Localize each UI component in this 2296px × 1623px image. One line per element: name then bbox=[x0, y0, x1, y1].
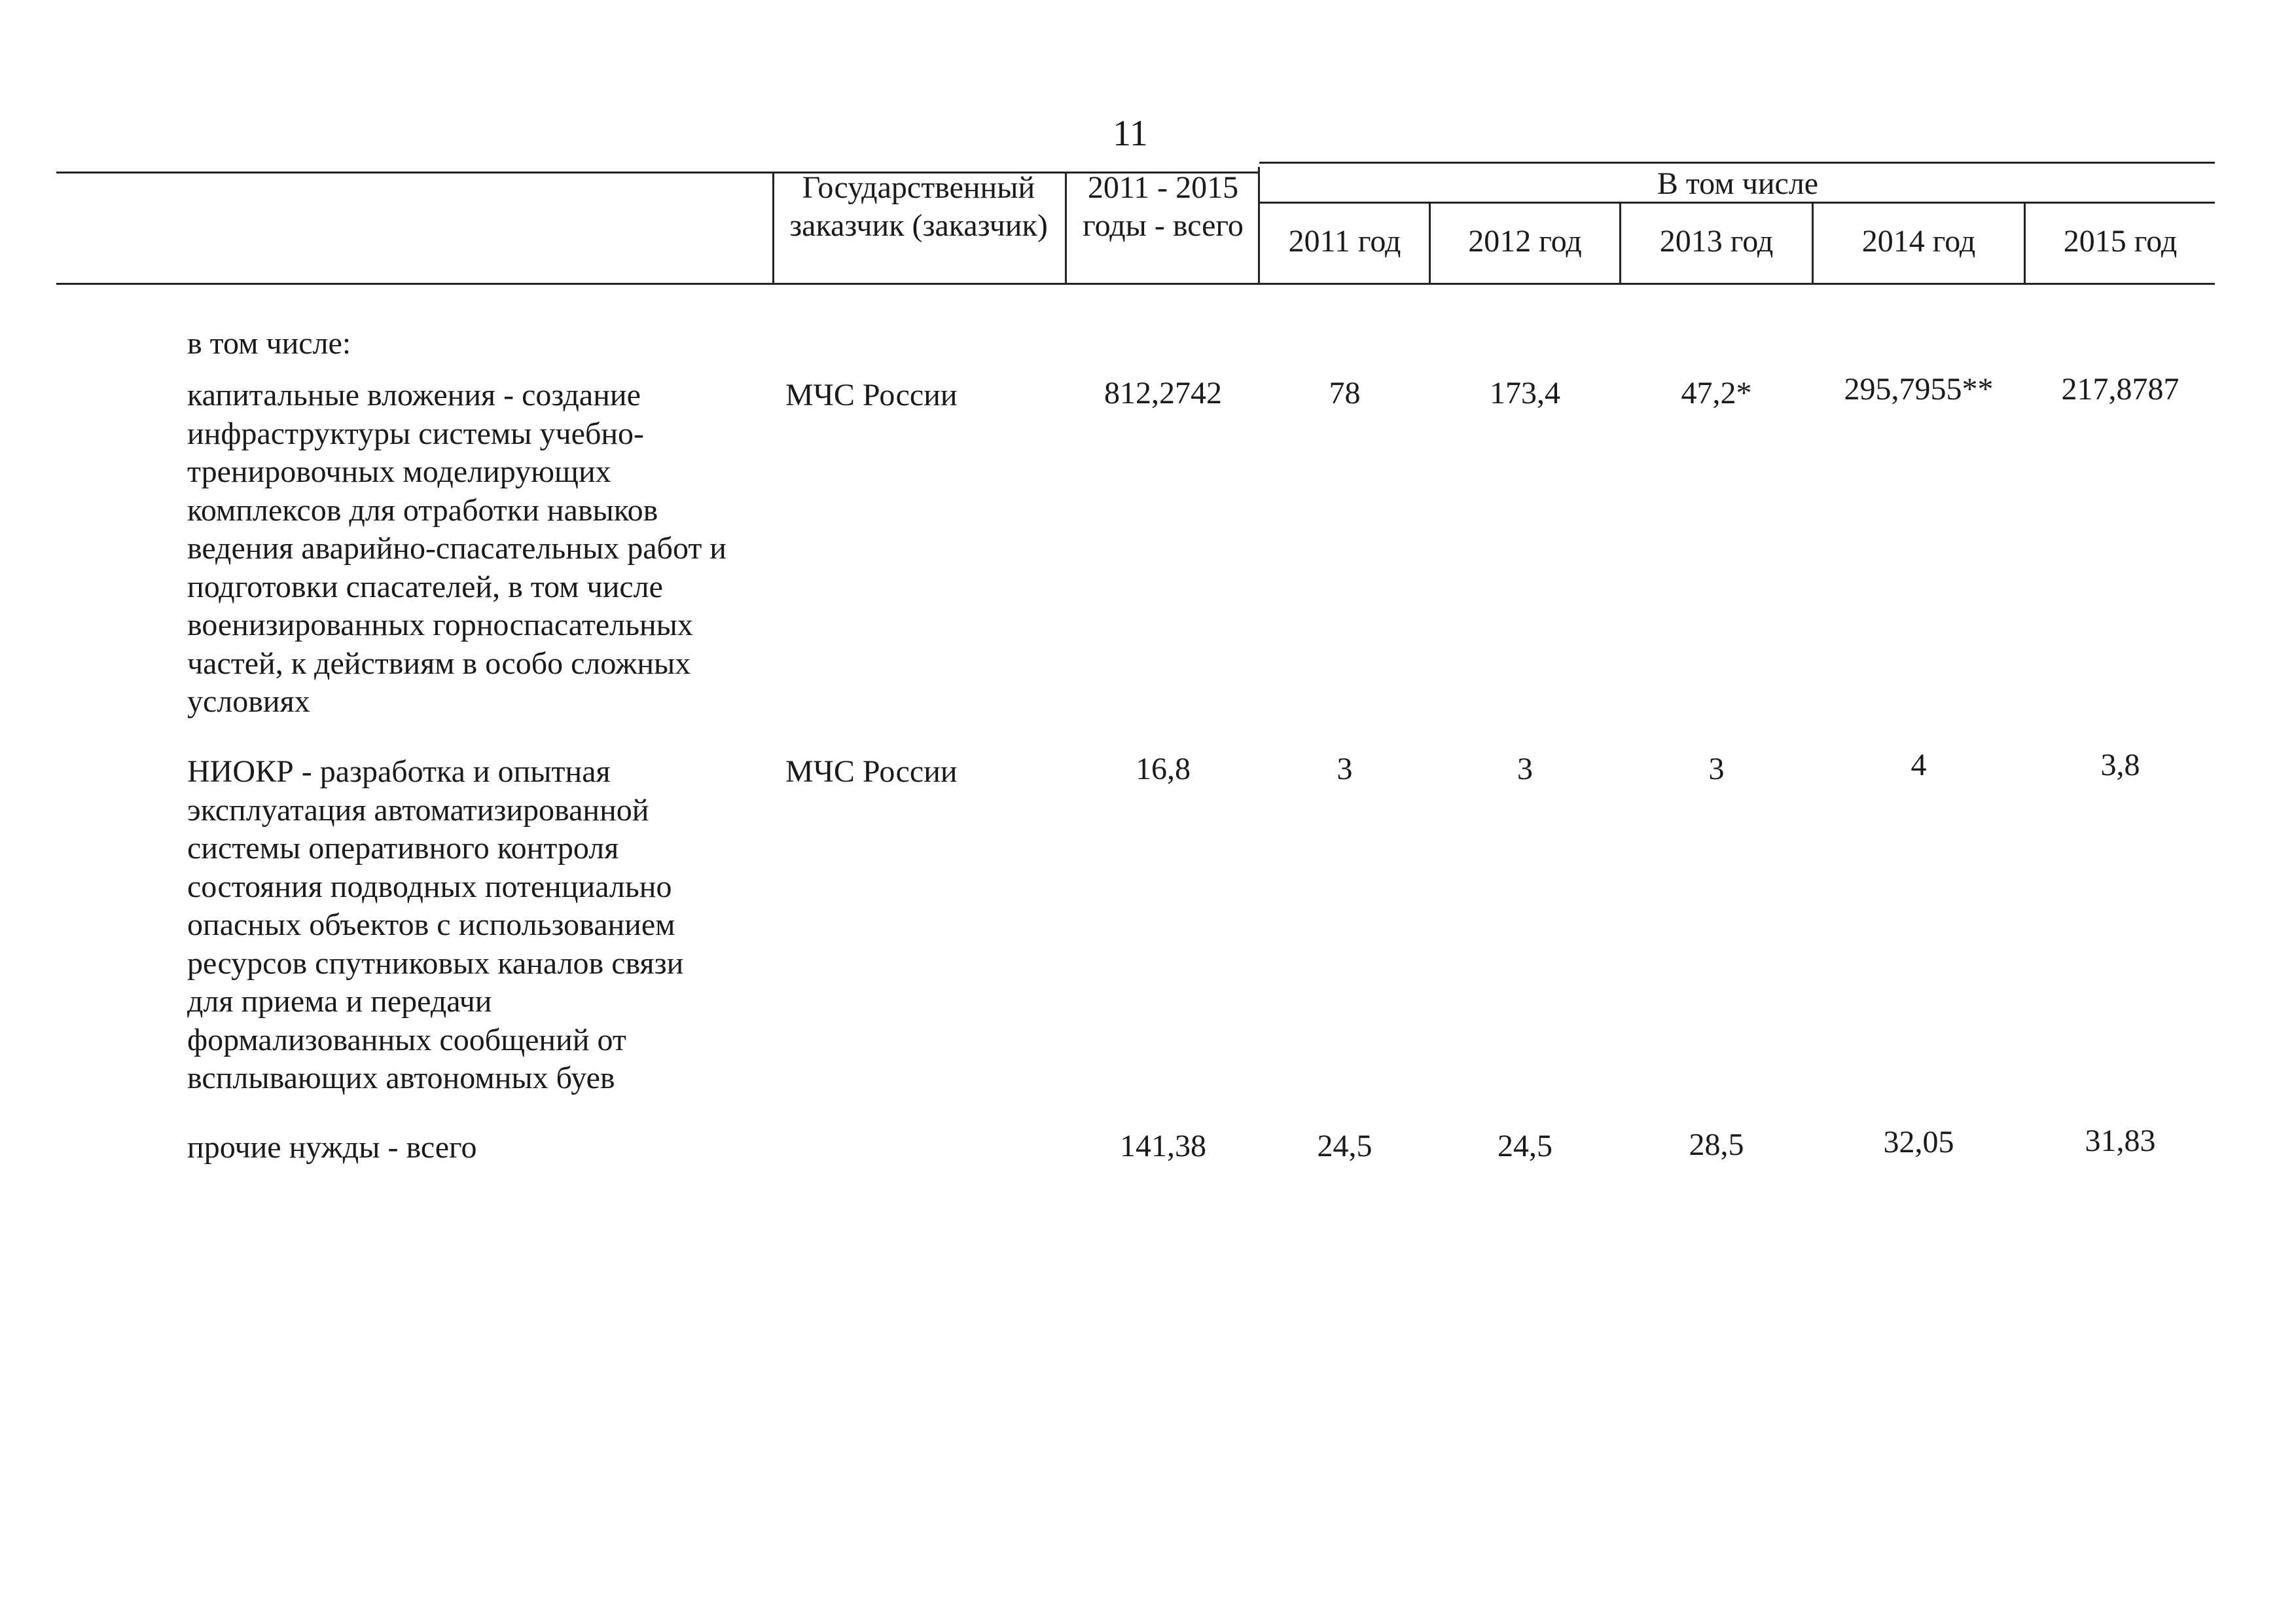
row-description: НИОКР - разработка и опытная эксплуатация автоматизированной системы оперативного контроля состояния подводных потенциально опасных объектов с использованием ресурсов спутниковых каналов связи для приема и передачи формализованных сообщений от всплывающих автономных буев bbox=[187, 754, 684, 1095]
header-year-2011: 2011 год bbox=[1288, 224, 1401, 259]
row-value-2011: 3 bbox=[1336, 752, 1353, 786]
row-description: прочие нужды - всего bbox=[187, 1130, 477, 1165]
header-divider-total bbox=[1065, 172, 1067, 283]
row-value-2014: 4 bbox=[1910, 748, 1927, 782]
row-value-2012: 173,4 bbox=[1490, 376, 1560, 410]
header-including: В том числе bbox=[1657, 166, 1819, 201]
row-description: капитальные вложения - создание инфраструктуры системы учебно- тренировочных моделирующих комплексов для отработки навыков ведения аварийно-спасательных работ и подготовки спасателей, в том числе военизированных горноспасательных частей, к действиям в особо сложных условиях bbox=[187, 378, 726, 719]
row-value-2012: 24,5 bbox=[1498, 1129, 1552, 1163]
row-value-2013: 3 bbox=[1708, 752, 1725, 786]
header-bottom-rule bbox=[56, 283, 2215, 285]
header-divider-customer bbox=[772, 172, 774, 283]
row-total: 16,8 bbox=[1136, 752, 1191, 786]
row-customer: МЧС России bbox=[785, 754, 958, 789]
row-value-2015: 217,8787 bbox=[2061, 372, 2179, 407]
header-year-2012: 2012 год bbox=[1468, 224, 1582, 259]
row-total: 812,2742 bbox=[1104, 376, 1222, 410]
row-value-2015: 3,8 bbox=[2100, 748, 2140, 782]
row-value-2013: 28,5 bbox=[1689, 1127, 1744, 1162]
row-total: 141,38 bbox=[1120, 1129, 1206, 1163]
row-value-2011: 78 bbox=[1329, 376, 1361, 410]
header-year-2014: 2014 год bbox=[1861, 224, 1976, 259]
header-customer: Государственный заказчик (заказчик) bbox=[789, 170, 1048, 243]
row-value-2014: 295,7955** bbox=[1844, 372, 1994, 407]
row-value-2013: 47,2* bbox=[1681, 376, 1752, 410]
header-year-2015: 2015 год bbox=[2063, 224, 2178, 259]
header-divider-including bbox=[1258, 167, 1260, 283]
row-value-2014: 32,05 bbox=[1883, 1125, 1954, 1159]
header-year-2013: 2013 год bbox=[1659, 224, 1774, 259]
row-value-2015: 31,83 bbox=[2085, 1123, 2156, 1158]
page-number: 11 bbox=[1113, 113, 1148, 154]
section-label: в том числе: bbox=[187, 326, 351, 361]
row-customer: МЧС России bbox=[785, 378, 958, 412]
row-value-2011: 24,5 bbox=[1317, 1129, 1372, 1163]
header-top-rule-right bbox=[1259, 162, 2215, 164]
row-value-2012: 3 bbox=[1517, 752, 1533, 786]
header-total: 2011 - 2015 годы - всего bbox=[1083, 170, 1244, 243]
